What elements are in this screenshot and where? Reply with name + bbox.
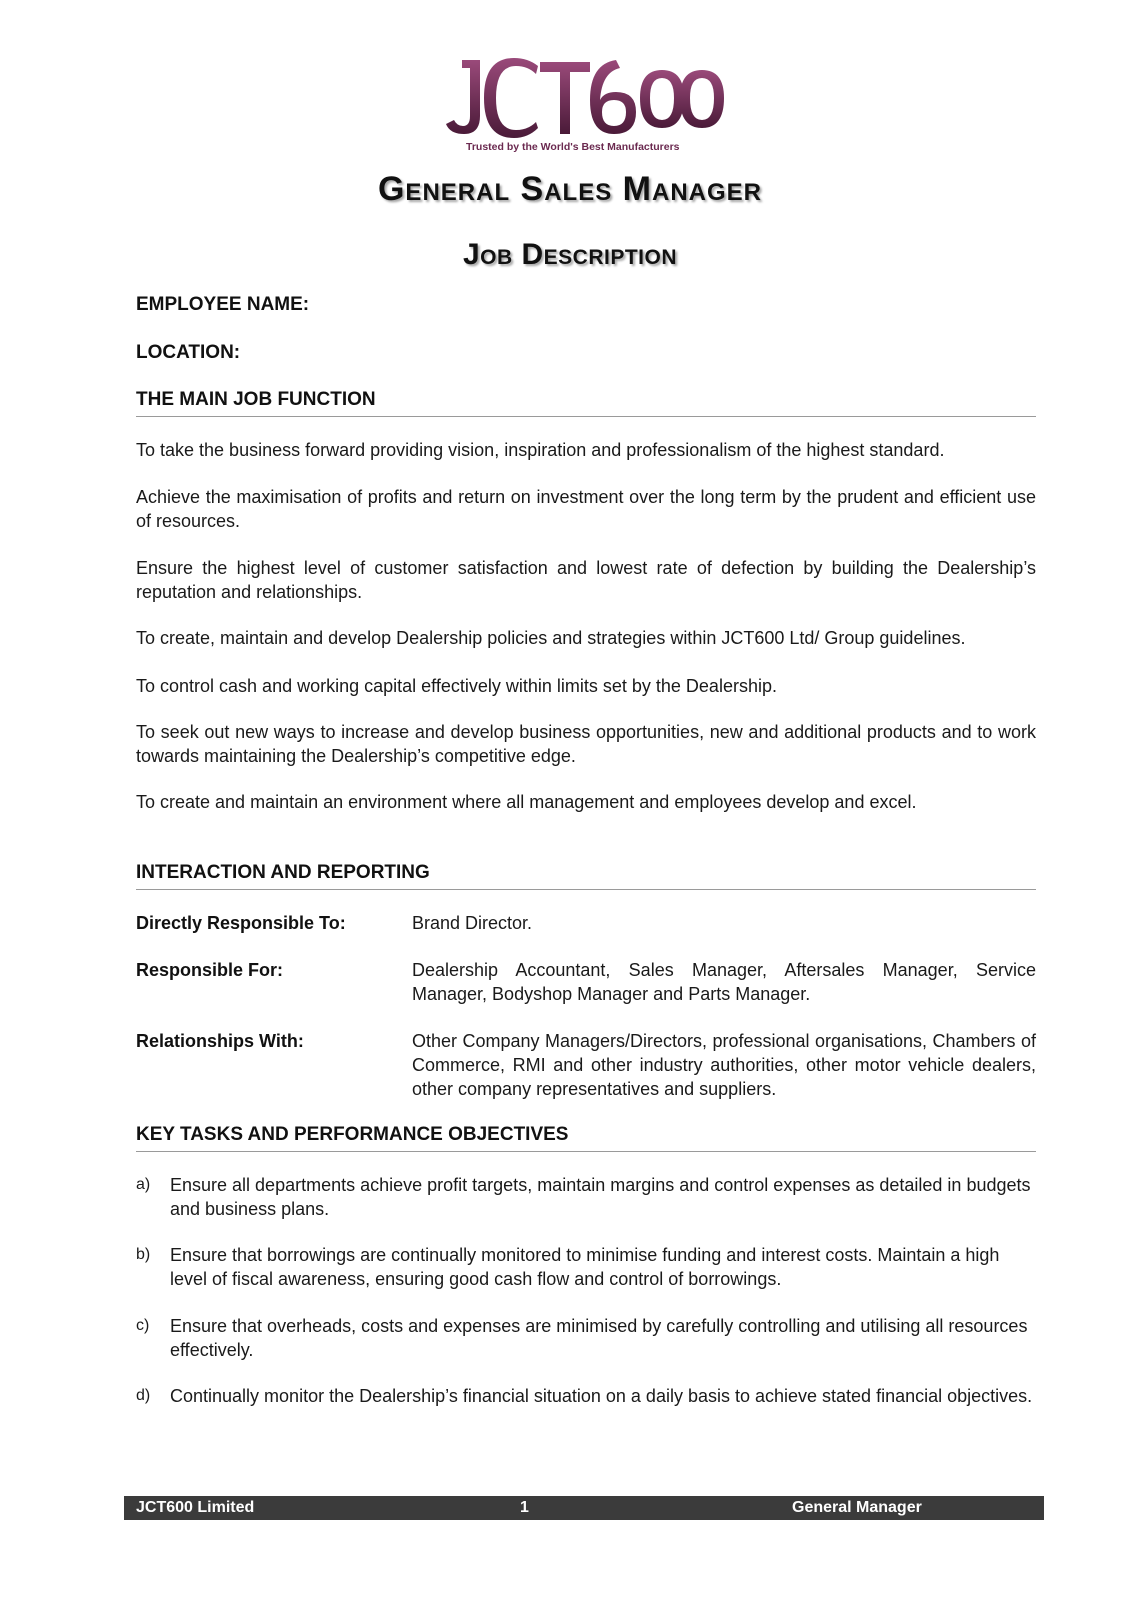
directly-responsible-to-label: Directly Responsible To: <box>136 913 346 933</box>
main-function-paragraph: To create, maintain and develop Dealership policies and strategies within JCT600 Ltd/ Group guidelines. <box>136 628 966 648</box>
interaction-reporting-heading: INTERACTION AND REPORTING <box>136 862 1036 890</box>
relationships-with-value: Other Company Managers/Directors, professional organisations, Chambers of Commerce, RMI and other industry authorities, other motor vehicle dealers, other company representatives and suppliers. <box>412 1031 1036 1099</box>
main-function-paragraph: To take the business forward providing vision, inspiration and professionalism of the highest standard. <box>136 440 945 460</box>
page-title: General Sales Manager <box>377 170 763 208</box>
page-subtitle: Job Description <box>462 238 678 271</box>
relationships-with-label: Relationships With: <box>136 1031 304 1051</box>
main-function-paragraph: To seek out new ways to increase and develop business opportunities, new and additional products and to work towards maintaining the Dealership’s competitive edge. <box>136 722 1036 766</box>
task-text: Ensure that borrowings are continually monitored to minimise funding and interest costs. Maintain a high level of fiscal awareness, ensuring good cash flow and control of borrowings. <box>170 1245 1000 1289</box>
jct600-logo <box>440 54 730 156</box>
responsible-for-value: Dealership Accountant, Sales Manager, Aftersales Manager, Service Manager, Bodyshop Manager and Parts Manager. <box>412 960 1036 1004</box>
responsible-for-label: Responsible For: <box>136 960 284 980</box>
main-function-paragraph: To create and maintain an environment where all management and employees develop and excel. <box>136 792 917 812</box>
task-text: Continually monitor the Dealership’s financial situation on a daily basis to achieve stated financial objectives. <box>170 1386 1033 1406</box>
logo-tagline: Trusted by the World's Best Manufacturers <box>466 141 680 153</box>
main-job-function-heading: THE MAIN JOB FUNCTION <box>136 389 1036 417</box>
task-marker: c) <box>136 1317 150 1334</box>
task-marker: b) <box>136 1246 151 1263</box>
jct600-logo-graphic <box>440 54 730 156</box>
footer-page-number: 1 <box>520 1499 529 1516</box>
main-function-paragraph: To control cash and working capital effectively within limits set by the Dealership. <box>136 676 777 696</box>
main-function-paragraph: Ensure the highest level of customer satisfaction and lowest rate of defection by building the Dealership’s reputation and relationships. <box>136 558 1036 602</box>
key-tasks-heading: KEY TASKS AND PERFORMANCE OBJECTIVES <box>136 1124 1036 1152</box>
page-footer <box>124 1496 1044 1520</box>
footer-document-title: General Manager <box>792 1499 922 1516</box>
location-label: LOCATION: <box>136 342 241 363</box>
directly-responsible-to-value: Brand Director. <box>412 913 533 933</box>
employee-name-label: EMPLOYEE NAME: <box>136 294 310 315</box>
task-marker: a) <box>136 1176 151 1193</box>
task-text: Ensure that overheads, costs and expenses are minimised by carefully controlling and utilising all resources effectively. <box>170 1316 1028 1360</box>
main-function-paragraph: Achieve the maximisation of profits and return on investment over the long term by the prudent and efficient use of resources. <box>136 487 1036 531</box>
task-text: Ensure all departments achieve profit targets, maintain margins and control expenses as detailed in budgets and business plans. <box>170 1175 1031 1219</box>
task-marker: d) <box>136 1387 151 1404</box>
footer-company: JCT600 Limited <box>136 1499 255 1516</box>
